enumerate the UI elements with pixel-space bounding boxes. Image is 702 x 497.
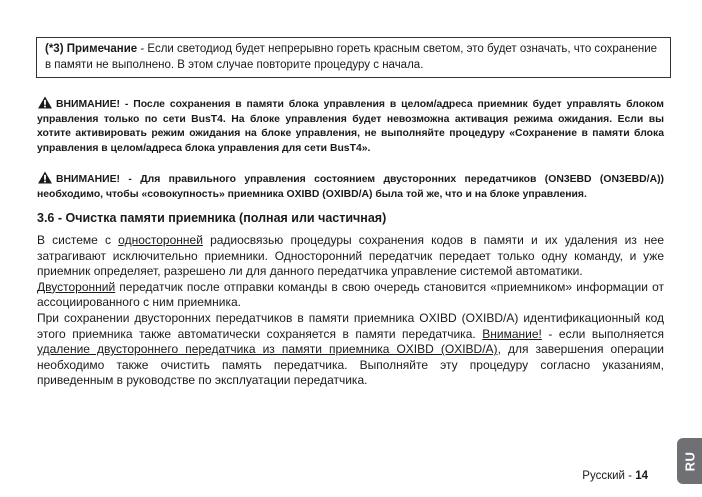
paragraph-1-start: В системе с [37,233,119,247]
underlined-deletion-phrase: удаление двустороннего передатчика из памяти приемника OXIBD (OXIBD/A) [37,342,498,357]
underlined-term-one-way: односторонней [118,233,203,247]
language-tab-label: RU [682,451,697,471]
underlined-term-two-way: Двусторонний [37,279,116,294]
warning-triangle-icon [37,96,53,109]
paragraph-2-rest: передатчик после отправки команды в свою очередь становится «приемником» информации от ассоциированного с ним приемника. [37,279,664,310]
footer-language: Русский [582,470,625,482]
paragraph-3-end: , для завершения операции необходимо также очистить память передатчика. Выполняйте эту процедуру согласно указаниям, приведенным в руководстве по эксплуатации передатчика. [37,342,665,388]
section-body [37,233,664,389]
page-footer [582,470,648,482]
page-number: 14 [635,470,648,482]
language-tab [677,438,702,484]
section-title: 3.6 - Очистка памяти приемника (полная или частичная) [37,211,387,225]
warning-1-text: ВНИМАНИЕ! - После сохранения в памяти блока управления в целом/адреса приемник будет управлять блоком управления только по сети BusT4. На блоке управления будет невозможна активация режима ожидания. Если вы хотите активировать режим ожидания на блоке управления, не выполняйте процедуру «Сохранение в памяти блока управления в целом/адреса блока управления для сети BusT4». [37,99,664,154]
footer-separator: - [624,470,636,482]
note-label: (*3) Примечание [45,43,138,55]
note-text: - Если светодиод будет непрерывно гореть красным светом, это будет означать, что сохранение в памяти не выполнено. В этом случае повторите процедуру с начала. [45,43,658,71]
warning-1 [37,96,664,156]
paragraph-3 [37,311,664,389]
note-box [36,37,671,78]
warning-triangle-icon [37,171,53,184]
paragraph-3-mid: - если выполняется [541,326,664,341]
warning-2-text: ВНИМАНИЕ! - Для правильного управления состоянием двусторонних передатчиков (ON3EBD (ON3EBD/A)) необходимо, чтобы «совокупность» приемника OXIBD (OXIBD/A) была той же, что и на блоке управления. [37,174,664,200]
paragraph-3-start: При сохранении двусторонних передатчиков в памяти приемника OXIBD (OXIBD/A) идентификационный код этого приемника также автоматически сохраняется в памяти передатчика. [37,310,664,341]
underlined-attention: Внимание! [482,326,542,341]
warning-2 [37,171,664,202]
paragraph-1-rest: радиосвязью процедуры сохранения кодов в памяти и их удаления из нее затрагивают исключительно приемники. Односторонний передатчик передает только одну команду, и уже приемник определяет, разрешено ли для данного передатчика управление системой автоматики. [37,233,664,279]
paragraph-2 [37,280,664,311]
paragraph-1 [37,233,664,280]
